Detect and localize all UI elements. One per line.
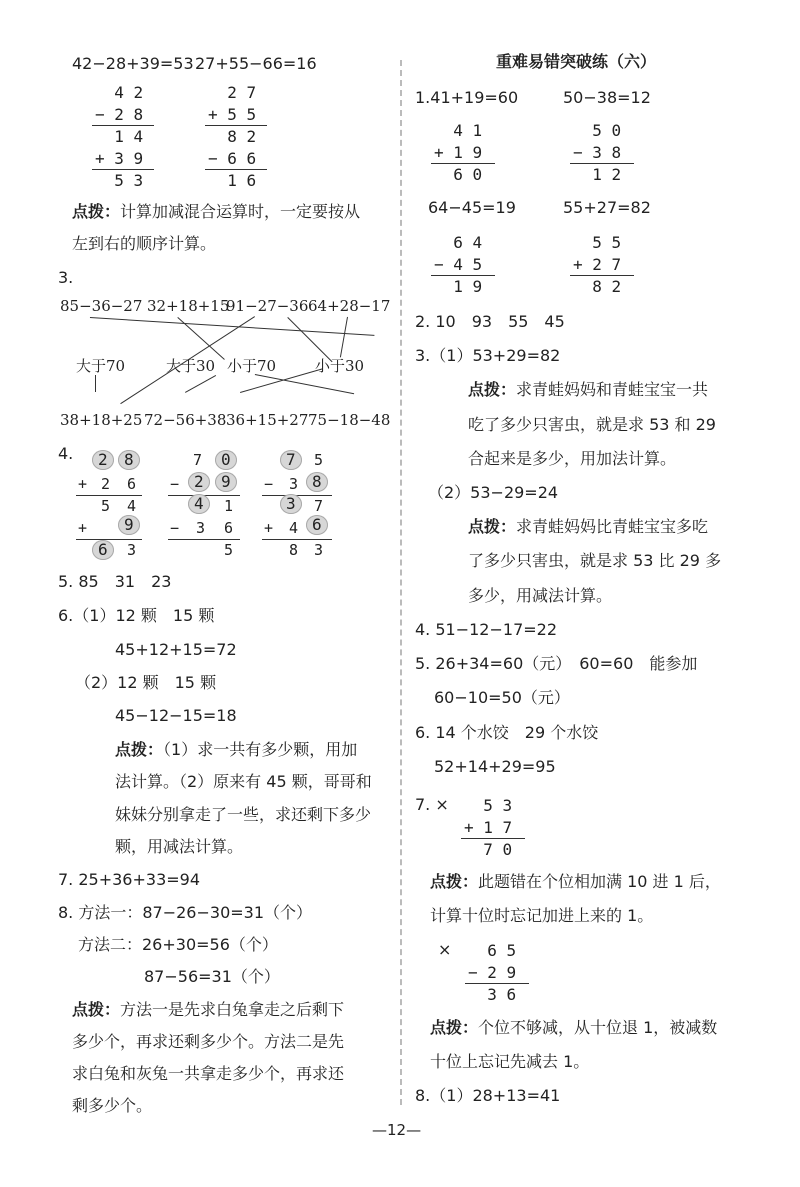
tip-8-line2: 多少个，再求还剩多少个。方法二是先 xyxy=(72,1032,345,1051)
tip-1-line2: 左到右的顺序计算。 xyxy=(72,234,217,253)
r-q1-eq3: 64−45=19 xyxy=(428,198,516,217)
q3-mid-label-1: 大于70 xyxy=(76,357,126,375)
tip-6: 点拨：（1）求一共有多少颗，用加 xyxy=(115,740,358,759)
q3-bottom-expr-1: 38+18+25 xyxy=(60,411,143,429)
r-tip-7b-line2: 十位上忘记先减去 1。 xyxy=(430,1052,590,1071)
column-divider xyxy=(400,60,402,1105)
r-q5-line2: 60−10=50（元） xyxy=(434,688,570,707)
r-q4-answer: 4. 51−12−17=22 xyxy=(415,620,558,639)
r-q6-line2: 52+14+29=95 xyxy=(434,757,556,776)
tip-8-line3: 求白兔和灰兔一共拿走多少个，再求还 xyxy=(72,1064,345,1083)
page-number: —12— xyxy=(372,1121,422,1139)
r-q2-answer: 2. 10 93 55 45 xyxy=(415,312,565,331)
r-q1-eq4: 55+27=82 xyxy=(563,198,651,217)
q3-mid-label-2: 大于30 xyxy=(166,357,216,375)
r-tip-3a-line3: 合起来是多少，用加法计算。 xyxy=(468,449,677,468)
q6-head: 6.（1）12 颗 15 颗 xyxy=(58,606,215,625)
q8-line2: 方法二：26+30=56（个） xyxy=(78,935,278,954)
r-q3-1: 3.（1）53+29=82 xyxy=(415,346,561,365)
r-tip-3b: 点拨：求青蛙妈妈比青蛙宝宝多吃 xyxy=(468,517,709,536)
tip-8: 点拨：方法一是先求白兔拿走之后剩下 xyxy=(72,1000,345,1019)
q6-sub2: （2）12 颗 15 颗 xyxy=(75,673,217,692)
q3-top-expr-4: 64+28−17 xyxy=(308,297,391,315)
left-eq-b: 27+55−66=16 xyxy=(195,54,317,73)
q6-eq2: 45−12−15=18 xyxy=(115,706,237,725)
q3-top-expr-1: 85−36−27 xyxy=(60,297,143,315)
r-tip-3b-line2: 了多少只害虫，就是求 53 比 29 多 xyxy=(468,551,722,570)
q7-answer: 7. 25+36+33=94 xyxy=(58,870,201,889)
r-q6-line1: 6. 14 个水饺 29 个水饺 xyxy=(415,723,599,742)
r-tip-3a-line2: 吃了多少只害虫，就是求 53 和 29 xyxy=(468,415,716,434)
section-heading: 重难易错突破练（六） xyxy=(496,52,657,71)
q3-top-expr-2: 32+18+15 xyxy=(147,297,230,315)
q3-number: 3. xyxy=(58,268,74,287)
q3-bottom-expr-2: 72−56+38 xyxy=(144,411,227,429)
q3-bottom-expr-4: 75−18−48 xyxy=(308,411,391,429)
tip-8-line4: 剩多少个。 xyxy=(72,1096,153,1115)
q3-mid-label-3: 小于70 xyxy=(227,357,277,375)
r-q1-eq2: 50−38=12 xyxy=(563,88,651,107)
r-tip-3a: 点拨：求青蛙妈妈和青蛙宝宝一共 xyxy=(468,380,709,399)
tip-1: 点拨：计算加减混合运算时，一定要按从 xyxy=(72,202,361,221)
r-q5-line1: 5. 26+34=60（元） 60=60 能参加 xyxy=(415,654,698,673)
r-tip-3b-line3: 多少，用减法计算。 xyxy=(468,586,613,605)
r-q7-mark: 7. × xyxy=(415,795,449,814)
q5-answer: 5. 85 31 23 xyxy=(58,572,172,591)
tip-6-line3: 妹妹分别拿走了一些，求还剩下多少 xyxy=(115,805,372,824)
q4-number: 4. xyxy=(58,444,74,463)
q8-line1: 8. 方法一：87−26−30=31（个） xyxy=(58,903,313,922)
q3-mid-label-4: 小于30 xyxy=(315,357,365,375)
r-q8-answer: 8.（1）28+13=41 xyxy=(415,1086,561,1105)
q3-top-expr-3: 91−27−36 xyxy=(226,297,309,315)
r-tip-7a: 点拨：此题错在个位相加满 10 进 1 后， xyxy=(430,872,721,891)
tip-6-line2: 法计算。（2）原来有 45 颗，哥哥和 xyxy=(115,772,372,791)
r-q3-2: （2）53−29=24 xyxy=(428,483,559,502)
r-tip-7a-line2: 计算十位时忘记加进上来的 1。 xyxy=(430,906,654,925)
r-q1-eq1: 1.41+19=60 xyxy=(415,88,519,107)
q3-bottom-expr-3: 36+15+27 xyxy=(226,411,309,429)
q8-line3: 87−56=31（个） xyxy=(144,967,280,986)
tip-6-line4: 颗，用减法计算。 xyxy=(115,837,244,856)
r-tip-7b: 点拨：个位不够减，从十位退 1，被减数 xyxy=(430,1018,718,1037)
left-eq-a: 42−28+39=53 xyxy=(72,54,194,73)
r-q7-mark2: × xyxy=(438,940,452,959)
q6-eq1: 45+12+15=72 xyxy=(115,640,237,659)
